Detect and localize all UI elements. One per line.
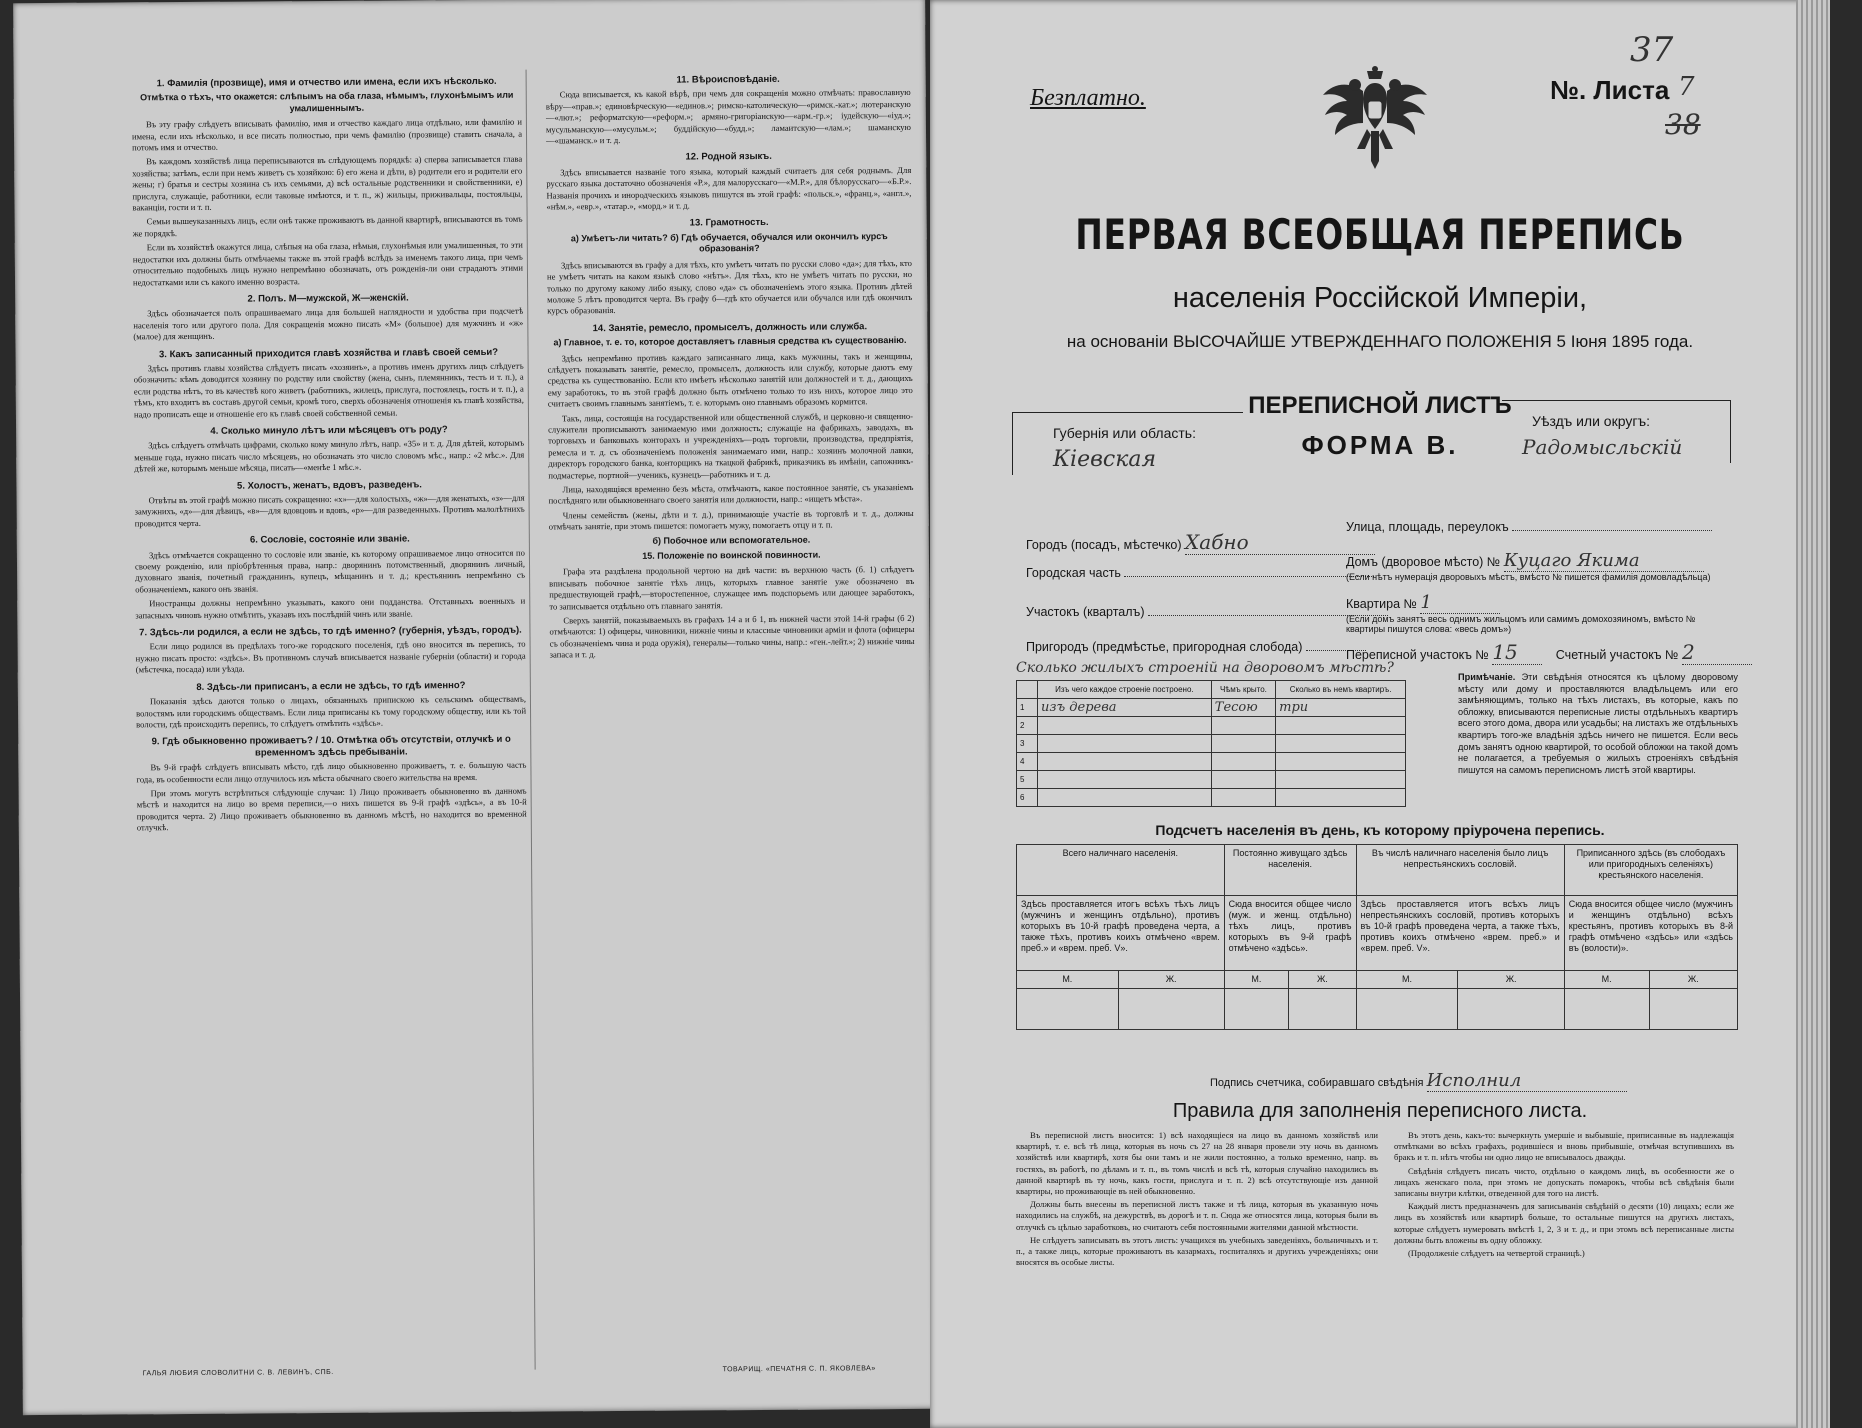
section-heading: 14. Занятіе, ремесло, промыселъ, должность или служба.: [592, 320, 868, 334]
rules-column-b: [1394, 1130, 1734, 1261]
count-cell: [1356, 989, 1458, 1030]
building-row: [1017, 717, 1406, 735]
paragraph: Сверхъ занятій, показываемыхъ въ графахъ 14 а и б 1, въ нижней части этой 14-й графы (б 2) отмѣчаются: 1) офицеры, чиновники, нижніе чины и классные чиновники армiи и флота (офицеры съ обозначеніемъ чина и рода оружія), генералы—только чины, напр.: «ген.-лейт.»; 2) нижніе чины запаса и т. д.: [549, 612, 915, 660]
paragraph: Въ каждомъ хозяйствѣ лица переписываются въ слѣдующемъ порядкѣ: а) сперва записывается глава хозяйства; затѣмъ, если при немъ живетъ съ хозяйкою: б) его жена и дѣти, в) родители его и родители его жены; г) братья и сестры хозяина съ ихъ семьями, д) всѣ остальные родственники и свойственники, е) прислуга, служащіе, работники, если таковые имѣются, и т. п., ж) жильцы, приживальцы, постояльцы, ваканціи, гости и т. п.: [132, 154, 523, 213]
building-row: [1017, 699, 1406, 717]
building-material: изъ дерева: [1038, 699, 1212, 717]
building-number: 4: [1017, 753, 1038, 771]
counting-district-value: 2: [1682, 640, 1752, 665]
section-heading: 13. Грамотность.: [689, 217, 769, 229]
count-text-total: Здѣсь проставляется итогъ всѣхъ тѣхъ лицъ (мужчинъ и женщинъ отдѣльно), противъ которыхъ въ 10-й графѣ проведена черта, а также тѣхъ, противъ коихъ отмѣчено «врем. преб.» и «врем. преб. V».: [1017, 896, 1225, 971]
city-value: Хабно: [1185, 530, 1375, 555]
building-number: 6: [1017, 789, 1038, 807]
house-value: Куцаго Якима: [1504, 550, 1704, 572]
paragraph: Здѣсь отмѣчается сокращенно то сословіе или званіе, къ которому опрашиваемое лицо относится по своему рожденію, или пріобрѣтенныя права, напр.: дворянинъ потомственный, дворянинъ личный, духовнаго званія, почетный гражданинъ, купецъ, мѣщанинъ и т. д.; крестьянинъ непремѣнно съ обозначеніемъ, какого онъ званія.: [134, 547, 526, 595]
building-apartments: [1276, 789, 1406, 807]
zh-label: Ж.: [1458, 971, 1564, 989]
count-text-peasant: Сюда вносится общее число (мужчинъ и женщинъ отдѣльно) всѣхъ крестьянъ, противъ которыхъ въ 8-й графѣ отмѣчено «здѣсь» или «здѣсь въ (волости)».: [1564, 896, 1737, 971]
count-text-nonpeasant: Здѣсь проставляется итогъ всѣхъ лицъ непрестьянскихъ сословій, противъ которыхъ въ 10-й графѣ проведена черта, а также тѣхъ, противъ коихъ отмѣчено «врем. преб.» и «врем. преб. V».: [1356, 896, 1564, 971]
building-roof: [1211, 735, 1275, 753]
page-stack-edge: [1796, 0, 1830, 1428]
paragraph: Графа эта раздѣлена продольной чертою на двѣ части: въ верхнюю часть (б. 1) слѣдуетъ вписывать побочное занятіе тѣхъ лицъ, которыхъ главное занятіе уже обозначено въ предшествующей графѣ,—второстепенное, служащее имъ подспорьемъ или дающее заработокъ, то записывается отдѣльно отъ главнаго занятія.: [549, 564, 915, 612]
house-label: Домъ (дворовое мѣсто) №: [1346, 555, 1501, 569]
paragraph: Здѣсь слѣдуетъ отмѣчать цифрами, сколько кому минуло лѣтъ, напр. «35» и т. д. Для дѣтей, которымъ меньше года, нужно писать число мѣсяцевъ, но обозначать это число словомъ мѣс., напр.: «2 мѣс.». Для дѣтей же, которымъ меньше мѣсяца, писать—«менѣе 1 мѣс.».: [134, 438, 525, 474]
street-field: [1346, 520, 1712, 534]
section-subheading: 15. Положеніе по воинской повинности.: [642, 549, 821, 561]
paragraph: Здѣсь вписываются въ графу а для тѣхъ, кто умѣетъ читать по русски слово «да»; для тѣхъ, кто не умѣетъ читать на каком языкѣ слово «нѣтъ». Для тѣхъ, кто не умѣетъ читать по русски, но только по другому какому либо языку, слово «да» съ обозначеніемъ этого языка. Противъ дѣтей моложе 5 лѣтъ проводится черта. Въ графу б—гдѣ кто обучается или обучался или гдѣ окончилъ курсъ образованія.: [546, 257, 913, 316]
rule-paragraph: Въ переписной листъ вносится: 1) всѣ находящіеся на лицо въ данномъ хозяйствѣ или квартирѣ, т. е. всѣ тѣ лица, которыя въ ночь съ 27 на 28 января провели эту ночь въ данномъ хозяйствѣ или квартирѣ, хотя бы они тамъ и не жили постоянно, а только временно, напр. въ гостяхъ, въ работѣ, по дѣламъ и т. п., въ томъ числѣ и всѣ тѣ, которыя случайно находились въ данной квартирѣ въ ту ночь, какъ гости, прислуга и т. п. 2) всѣ отсутствующіе изъ данной квартиры, но проживающіе въ ней обыкновенно.: [1016, 1130, 1378, 1197]
building-apartments: [1276, 771, 1406, 789]
count-text-permanent: Сюда вносится общее число (муж. и женщ. отдѣльно) тѣхъ лицъ, противъ которыхъ въ 9-й графѣ отмѣчено «здѣсь».: [1224, 896, 1356, 971]
m-label: М.: [1564, 971, 1649, 989]
section-heading: 9. Гдѣ обыкновенно проживаетъ? / 10. Отмѣтка объ отсутствіи, отлучкѣ и о временномъ здѣсь пребываніи.: [151, 734, 511, 759]
city-part-label: Городская часть: [1026, 566, 1121, 580]
paragraph: Здѣсь противъ главы хозяйства слѣдуетъ писать «хозяинъ», а противъ именъ другихъ лицъ слѣдуетъ обозначить: кѣмъ доводится хозяину по родству или свойству (жена, сынъ, племянникъ, тесть и т. п.), а если родства нѣтъ, то въ качествѣ кого живетъ (работникъ, жилецъ, прислуга, постоялецъ, гость и т. п.), а тѣмъ, кто входитъ въ составъ другой семьи, кромѣ того, сверхъ обозначенія отношенія къ главѣ хозяйства, надо прописать еще и отношеніе его къ главѣ своей собственной семьи.: [133, 360, 524, 419]
apartment-value: 1: [1420, 592, 1500, 614]
zh-label: Ж.: [1289, 971, 1356, 989]
note-text: Эти свѣдѣнія относятся къ цѣлому дворовому мѣсту или дому и проставляются владѣльцемъ или его замѣняющимъ, только на тѣхъ листахъ, въ которые, какъ по обложку, вписываются переписные листы отдѣльныхъ квартиръ всего этого дома, двора или усадьбы; на листахъ же отдѣльныхъ квартиръ того-же владѣнія здѣсь ничего не пишется. Если весь домъ занятъ одною квартирой, то особой обложки на такой домъ не полагается, а требуемыя о жилыхъ строеніяхъ свѣдѣнія пишутся на самомъ переписномъ листѣ этой квартиры.: [1458, 672, 1739, 775]
signature-label: Подпись счетчика, собиравшаго свѣдѣнія: [1210, 1077, 1424, 1089]
buildings-table: [1016, 680, 1406, 807]
section-heading: 11. Вѣроисповѣданіе.: [676, 73, 780, 86]
section-heading: 4. Сколько минуло лѣтъ или мѣсяцевъ отъ роду?: [210, 424, 448, 437]
apartment-note: (Если домъ занятъ весь однимъ жильцомъ или самимъ домохозяиномъ, вмѣсто № квартиры пишутся слова: «весь домъ»): [1346, 614, 1696, 634]
paragraph: Отвѣты въ этой графѣ можно писать сокращенно: «х»—для холостыхъ, «ж»—для женатыхъ, «з»—для замужнихъ, «д»—для дѣвицъ, «в»—для вдовцовъ и вдовъ, «р»—для разведенныхъ. Противъ малолѣтнихъ проводится черта.: [134, 492, 525, 529]
building-roof: Тесою: [1211, 699, 1275, 717]
right-page: [930, 0, 1830, 1428]
paragraph: Члены семействъ (жены, дѣти и т. д.), принимающіе участіе въ торговлѣ и т. д., должны отмѣчать занятіе, при этомъ пишется: помогаетъ мужу, помогаетъ отцу и т. п.: [548, 507, 914, 532]
building-material: [1038, 789, 1212, 807]
enumeration-district-field: [1346, 640, 1752, 665]
section-heading: 7. Здѣсь-ли родился, а если не здѣсь, то гдѣ именно? (губернія, уѣздъ, городъ).: [139, 624, 522, 639]
building-apartments: [1276, 717, 1406, 735]
building-row: [1017, 789, 1406, 807]
building-number: 1: [1017, 699, 1038, 717]
house-field: [1346, 550, 1704, 572]
suburb-field: [1026, 640, 1366, 654]
governorate-value: Кіевская: [1053, 447, 1157, 472]
zh-label: Ж.: [1118, 971, 1224, 989]
building-row: [1017, 753, 1406, 771]
double-headed-eagle-emblem: [1315, 65, 1435, 175]
paragraph: Иностранцы должны непремѣнно указывать, какого они подданства. Отставныхъ военныхъ и запасныхъ чиновъ нужно отмѣтить, указавъ ихъ послѣдній чинъ или званіе.: [135, 595, 526, 621]
building-material: [1038, 717, 1212, 735]
note-title: Примѣчаніе.: [1458, 672, 1516, 682]
instructions-column-a: [132, 70, 531, 1413]
census-sheet-title: ПЕРЕПИСНОЙ ЛИСТЪ: [1248, 392, 1512, 419]
building-material: [1038, 735, 1212, 753]
sheet-number-struck: 38: [1665, 108, 1701, 141]
section-subheading: а) Умѣетъ-ли читать? б) Гдѣ обучается, обучался или окончилъ курсъ образованія?: [570, 230, 888, 254]
paragraph: Такъ, лица, состоящія на государственной или общественной службѣ, и церковно-и священно-служители прописываютъ занимаемую ими должность; служащіе на фабрикахъ, заводахъ, въ торговыхъ и банковыхъ конторахъ и учрежденіяхъ—родъ торговли, производства, предпріятія, ремесла и т. д. съ обозначеніемъ положенія занимаемаго ими, напр.: хозяинъ молочной лавки, директоръ городского банка, конторщикъ на ткацкой фабрикѣ, приказчикъ въ имѣніи, сапожникъ-подмастерье, портной—ученикъ, кузнецъ—работникъ и т. д.: [548, 410, 914, 481]
buildings-question: Сколько жилыхъ строеній на дворовомъ мѣстѣ?: [1016, 660, 1394, 676]
paragraph: Семьи вышеуказанныхъ лицъ, если онѣ также проживаютъ въ данной квартирѣ, вписываются въ томъ же порядкѣ.: [132, 214, 523, 239]
sheet-number-handwritten-top: 37: [1630, 30, 1674, 70]
building-number: 2: [1017, 717, 1038, 735]
governorate-label: Губернія или область:: [1053, 425, 1196, 441]
street-label: Улица, площадь, переулокъ: [1346, 520, 1509, 534]
paragraph: Если въ хозяйствѣ окажутся лица, слѣпыя на оба глаза, нѣмыя, глухонѣмыя или умалишенныя, то эти недостатки ихъ должны быть отмѣчаемы также въ этой графѣ вслѣдъ за именемъ такого лица, при чемъ относительно подобныхъ лицъ нужно непремѣнно обозначать, отъ рожденія-ли они страдаютъ этими недостатками или съ какого именно возраста.: [132, 239, 523, 287]
rule-paragraph: Въ этотъ день, какъ-то: вычеркнуть умершіе и выбывшіе, приписанные въ надлежащія отмѣтками во всѣхъ графахъ, родившіеся и вновь прибывшіе, отмѣчая вступившихъ въ бракъ и т. п. нѣтъ чтобы ни одно лицо не вписывалось дважды.: [1394, 1130, 1734, 1163]
count-cell: [1118, 989, 1224, 1030]
count-head-peasant: Приписанного здѣсь (въ слободахъ или пригородныхъ селеніяхъ) крестьянского населенія.: [1564, 845, 1737, 896]
section-heading: 8. Здѣсь-ли приписанъ, а если не здѣсь, то гдѣ именно?: [196, 679, 466, 693]
section-heading: 12. Родной языкъ.: [685, 151, 772, 163]
rule-paragraph: Должны быть внесены въ переписной листъ также и тѣ лица, которыя въ указанную ночь находились на службѣ, на дежурствѣ, въ дорогѣ и т. п. Сюда же относятся лица, которыя были въ отлучкѣ съ цѣлью заработковъ, но считаютъ себя постоянными жителями данной мѣстности.: [1016, 1199, 1378, 1232]
building-material: [1038, 771, 1212, 789]
rule-paragraph: (Продолженіе слѣдуетъ на четвертой страницѣ.): [1408, 1248, 1585, 1259]
rule-paragraph: Не слѣдуетъ записывать въ этотъ листъ: учащихся въ учебныхъ заведеніяхъ, больничныхъ и т. п., а также лицъ, которые проживаютъ въ казармахъ, госпиталяхъ и другихъ учрежденіяхъ; они вносятся въ особые листы.: [1016, 1234, 1378, 1268]
printer-footer-right: ТОВАРИЩ. «ПЕЧАТНЯ С. П. ЯКОВЛЕВА»: [722, 1365, 876, 1374]
paragraph: Въ эту графу слѣдуетъ вписывать фамилію, имя и отчество каждаго лица отдѣльно, или фамилію и имена, если ихъ нѣсколько, и все писать полностью, при чемъ фамилію (прозвище) ставить сначала, а потомъ имя и отчество.: [131, 116, 523, 153]
section-heading: 2. Полъ. М—мужской, Ж—женскій.: [247, 292, 409, 305]
suburb-label: Пригородъ (предмѣстье, пригородная слобода): [1026, 640, 1303, 654]
population-count-title: Подсчетъ населенія въ день, къ которому пріурочена перепись.: [1155, 822, 1605, 838]
section-heading: 5. Холостъ, женатъ, вдовъ, разведенъ.: [236, 478, 422, 492]
apartment-field: [1346, 592, 1500, 614]
form-title: ФОРМА В.: [1301, 430, 1459, 460]
district-label: Уѣздъ или округъ:: [1532, 413, 1651, 429]
buildings-col-apartments: Сколько въ немъ квартиръ.: [1276, 681, 1406, 699]
paragraph: Сюда вписывается, къ какой вѣрѣ, при чемъ для сокращенія можно отмѣчать: православную вѣру—«прав.»; единовѣрческую—«единов.»; римско-католическую—«римск.-кат.»; лютеранскую—«лют.»; реформатскую—«реформ.»; армяно-григоріанскую—«арм.-гр.»; іудейскую—«іуд.»; мусульманскую—«мусульм.»; буддійскую—«будд.»; ламаитскую—«лам.»; шаманскую—«шаманск.» и т. д.: [545, 87, 912, 146]
house-note: (Если нѣтъ нумерація дворовыхъ мѣстъ, вмѣсто № пишется фамилія домовладѣльца): [1346, 572, 1711, 582]
uchastok-field: [1026, 605, 1388, 619]
free-of-charge-label: Безплатно.: [1030, 85, 1146, 111]
paragraph: Здѣсь обозначается полъ опрашиваемаго лица для большей наглядности и удобства при подсчетѣ населенія того или другого пола. Для сокращенія можно писать «М» (большое) для мужчинъ и «ж» (малое) для женщинъ.: [133, 305, 524, 342]
building-material: [1038, 753, 1212, 771]
m-label: М.: [1224, 971, 1289, 989]
paragraph: Лица, находящіяся временно безъ мѣста, отмѣчаютъ, какое постоянное занятіе, съ указаніемъ послѣдняго или обыкновеннаго своего занятія или должности, напр.: «ищетъ мѣста».: [548, 481, 914, 506]
paragraph: Здѣсь непремѣнно противъ каждаго записаннаго лица, какъ мужчины, такъ и женщины, слѣдуетъ показывать занятіе, ремесло, промыселъ, должность или службу, которые даютъ ему средства къ существованію. Если кто имѣетъ нѣсколько занятій или должностей и т. д., дающихъ ему заработокъ, то въ этой графѣ должно быть отмѣчено только то изъ нихъ, которое лицо это считаетъ своимъ главнымъ занятіемъ, т. е. которымъ оно главнымъ образомъ кормится.: [547, 350, 913, 409]
paragraph: Показанія здѣсь даются только о лицахъ, обязанныхъ припискою къ сельскимъ обществамъ, волостямъ или городскимъ обществамъ. Если лица приписаны къ тому городскому обществу, или къ той волости, гдѣ происходитъ перепись, то слѣдуетъ отмѣтить «здѣсь».: [136, 693, 527, 730]
section-heading: 1. Фамилія (прозвище), имя и отчество или имена, если ихъ нѣсколько.: [156, 75, 497, 90]
count-cell: [1017, 989, 1119, 1030]
building-roof: [1211, 789, 1275, 807]
count-cell: [1564, 989, 1649, 1030]
counting-district-label: Счетный участокъ №: [1555, 648, 1679, 662]
count-cell: [1224, 989, 1289, 1030]
building-apartments: [1276, 735, 1406, 753]
enumeration-district-value: 15: [1492, 640, 1542, 665]
count-cell: [1458, 989, 1564, 1030]
count-head-total: Всего наличнаго населенія.: [1017, 845, 1225, 896]
district-box: [1502, 400, 1731, 463]
city-label: Городъ (посадъ, мѣстечко): [1026, 538, 1182, 552]
legal-basis: на основаніи ВЫСОЧАЙШЕ УТВЕРЖДЕННАГО ПОЛОЖЕНІЯ 5 Іюня 1895 года.: [1066, 332, 1694, 351]
building-roof: [1211, 771, 1275, 789]
building-roof: [1211, 753, 1275, 771]
buildings-col-roof: Чѣмъ крыто.: [1211, 681, 1275, 699]
zh-label: Ж.: [1649, 971, 1737, 989]
building-number: 3: [1017, 735, 1038, 753]
sheet-number-label: №. Листа: [1550, 75, 1670, 105]
apartment-label: Квартира №: [1346, 597, 1417, 611]
count-cell: [1649, 989, 1737, 1030]
m-label: М.: [1017, 971, 1119, 989]
building-number: 5: [1017, 771, 1038, 789]
sheet-number-handwritten: 7: [1678, 72, 1695, 102]
census-title: ПЕРВАЯ ВСЕОБЩАЯ ПЕРЕПИСЬ: [1075, 210, 1685, 259]
count-head-nonpeasant: Въ числѣ наличнаго населенія было лицъ непрестьянскихъ сословій.: [1356, 845, 1564, 896]
uchastok-label: Участокъ (кварталъ): [1026, 605, 1145, 619]
section-subheading: Отмѣтка о тѣхъ, что окажется: слѣпымъ на оба глаза, нѣмымъ, глухонѣмымъ или умалишеннымъ.: [140, 90, 514, 114]
instructions-column-b: [546, 67, 920, 1360]
section-subheading: а) Главное, т. е. то, которое доставляетъ главныя средства къ существованію.: [553, 335, 907, 348]
enumerator-signature: [1210, 1070, 1627, 1092]
enumeration-district-label: Переписной участокъ №: [1346, 648, 1489, 662]
buildings-col-material: Изъ чего каждое строеніе построено.: [1038, 681, 1212, 699]
paragraph: При этомъ могутъ встрѣтиться слѣдующіе случаи: 1) Лицо проживаетъ обыкновенно въ данномъ мѣстѣ и находится на лицо во время переписи,—о нихъ пишется въ 9-й графѣ «здѣсь», а въ 10-й проводится черта. 2) Лицо проживаетъ обыкновенно въ данномъ мѣстѣ, но находится во временной отлучкѣ.: [136, 785, 527, 833]
section-heading: 3. Какъ записанный приходится главѣ хозяйства и главѣ своей семьи?: [158, 346, 499, 360]
rules-title: Правила для заполненія переписного листа.: [1172, 1100, 1588, 1122]
building-row: [1017, 771, 1406, 789]
census-subtitle: населенія Россійской Имперіи,: [1172, 282, 1588, 314]
signature-value: Исполнил: [1427, 1070, 1627, 1092]
rules-column-a: [1016, 1130, 1378, 1270]
building-row: [1017, 735, 1406, 753]
building-roof: [1211, 717, 1275, 735]
city-field: [1026, 530, 1375, 555]
building-apartments: [1276, 753, 1406, 771]
city-part-field: [1026, 566, 1374, 580]
printer-footer-left: ГАЛЬЯ ЛЮБИЯ СЛОВОЛИТНИ С. В. ЛЕВИНЪ, СПБ.: [142, 1368, 334, 1378]
governorate-box: [1012, 412, 1243, 475]
section-subheading: б) Побочное или вспомогательное.: [652, 534, 811, 546]
paragraph: Въ 9-й графѣ слѣдуетъ вписывать мѣсто, гдѣ лицо обыкновенно проживаетъ, т. е. большую часть года, въ особенности если лицо отлучилось изъ мѣста обычнаго своего жительства на время.: [136, 759, 527, 784]
district-value: Радомысльскій: [1522, 435, 1683, 459]
section-heading: 6. Сословіе, состояніе или званіе.: [249, 533, 410, 546]
paragraph: Здѣсь вписывается названіе того языка, который каждый считаетъ для себя роднымъ. Для русскаго языка достаточно обозначенія «Р.», для малорусскаго—«М.Р.», для бѣлорусскаго—«Б.Р.». Названія прочихъ и инородческихъ языковъ пишутся въ этой графѣ: «польск.», «франц.», «англ.», «нѣм.», «евр.», «татар.», «морд.» и т. д.: [546, 164, 912, 212]
paragraph: Если лицо родился въ предѣлахъ того-же городского поселенія, гдѣ оно вносится въ перепись, то нужно писать просто: «здѣсь». Въ противномъ случаѣ вписывается названіе губерніи (области) и города (мѣстечка, посада) или уѣзда.: [135, 639, 526, 675]
rule-paragraph: Каждый листъ предназначенъ для записыванія свѣдѣній о десяти (10) лицахъ; если же лицъ въ хозяйствѣ или квартирѣ больше, то остальные пишутся на другихъ листахъ, которые слѣдуетъ нумеровать вмѣстѣ 1, 2, 3 и т. д., и при этомъ всѣ переписанные листы должны быть вложены въ одну обложку.: [1394, 1201, 1734, 1245]
m-label: М.: [1356, 971, 1458, 989]
left-page: [13, 0, 935, 1415]
building-apartments: три: [1276, 699, 1406, 717]
count-cell: [1289, 989, 1356, 1030]
population-count-table: [1016, 844, 1738, 1030]
count-head-permanent: Постоянно живущаго здѣсь населенія.: [1224, 845, 1356, 896]
rule-paragraph: Свѣдѣнія слѣдуетъ писать чисто, отдѣльно о каждомъ лицѣ, въ особенности же о лицахъ женскаго пола, при этомъ не допускать помарокъ, чтобы всѣ свѣдѣнія были записаны внутри клѣтки, отведенной для того на листѣ.: [1394, 1165, 1734, 1199]
buildings-note: [1458, 672, 1738, 776]
